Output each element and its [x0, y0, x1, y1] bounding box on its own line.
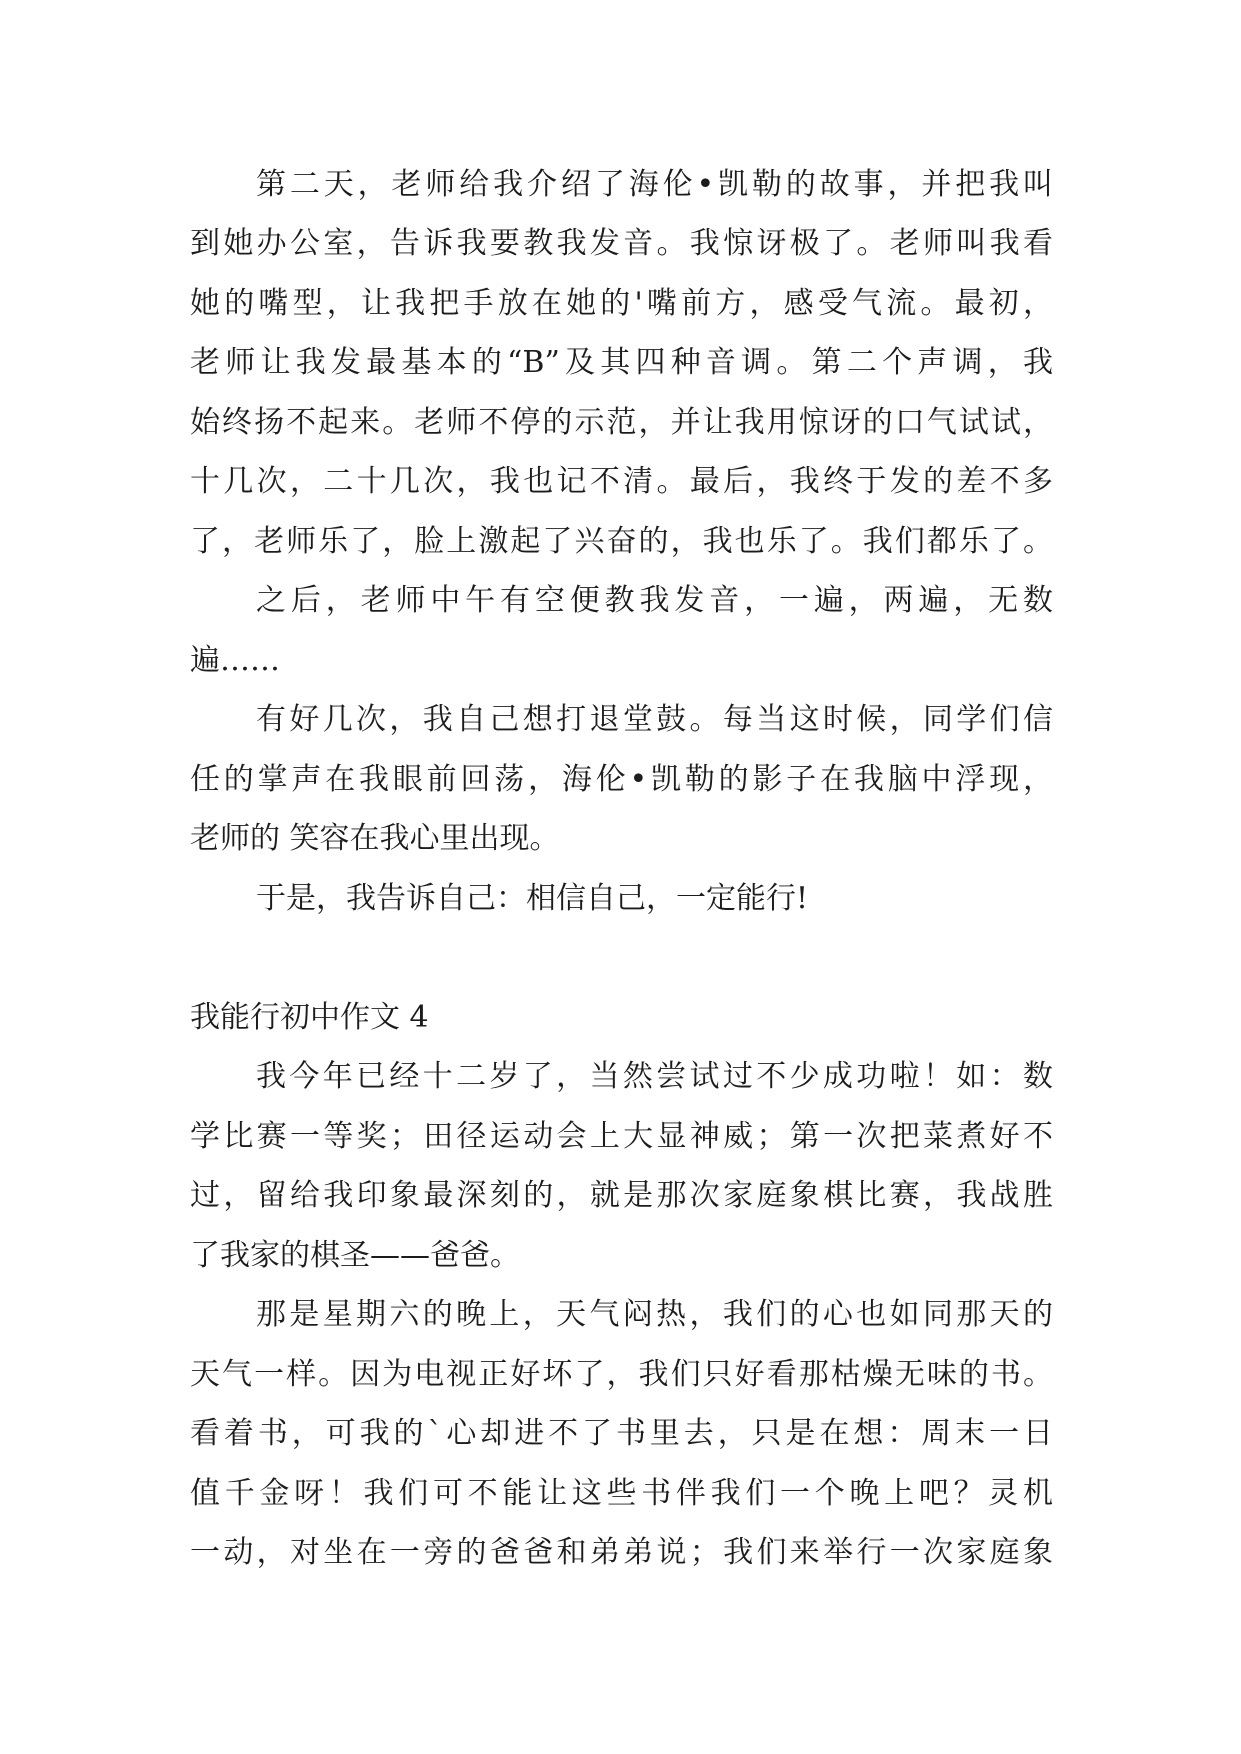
- text-line: 十几次，二十几次，我也记不清。最后，我终于发的差不多: [190, 464, 1053, 499]
- text-line: 了我家的棋圣——爸爸。: [190, 1238, 520, 1273]
- text-line: 到她办公室，告诉我要教我发音。我惊讶极了。老师叫我看: [190, 226, 1053, 261]
- text-line: 任的掌声在我眼前回荡，海伦•凯勒的影子在我脑中浮现，: [190, 762, 1053, 797]
- section-heading: 我能行初中作文 4: [190, 1000, 429, 1035]
- text-line: 学比赛一等奖；田径运动会上大显神威；第一次把菜煮好不: [190, 1119, 1053, 1154]
- text-line: 第二天，老师给我介绍了海伦•凯勒的故事，并把我叫: [256, 167, 1053, 202]
- text-line: 一动，对坐在一旁的爸爸和弟弟说；我们来举行一次家庭象: [190, 1535, 1053, 1570]
- text-line: 于是，我告诉自己：相信自己，一定能行!: [256, 881, 809, 916]
- text-line: 过，留给我印象最深刻的，就是那次家庭象棋比赛，我战胜: [190, 1178, 1053, 1213]
- text-line: 看着书，可我的`心却进不了书里去，只是在想：周末一日: [190, 1416, 1053, 1451]
- text-line: 她的嘴型，让我把手放在她的'嘴前方，感受气流。最初，: [190, 286, 1053, 321]
- text-line: 老师让我发最基本的“B”及其四种音调。第二个声调，我: [190, 345, 1053, 380]
- text-line: 了，老师乐了，脸上激起了兴奋的，我也乐了。我们都乐了。: [190, 524, 1053, 559]
- text-line: 我今年已经十二岁了，当然尝试过不少成功啦！如：数: [256, 1059, 1053, 1094]
- text-line: 遍……: [190, 643, 280, 678]
- text-line: 始终扬不起来。老师不停的示范，并让我用惊讶的口气试试，: [190, 405, 1053, 440]
- text-line: 天气一样。因为电视正好坏了，我们只好看那枯燥无味的书。: [190, 1357, 1053, 1392]
- text-line: 之后，老师中午有空便教我发音，一遍，两遍，无数: [256, 583, 1053, 618]
- text-line: 那是星期六的晚上，天气闷热，我们的心也如同那天的: [256, 1297, 1053, 1332]
- text-line: 值千金呀！我们可不能让这些书伴我们一个晚上吧？灵机: [190, 1476, 1053, 1511]
- text-line: 老师的 笑容在我心里出现。: [190, 821, 560, 856]
- text-line: 有好几次，我自己想打退堂鼓。每当这时候，同学们信: [256, 702, 1053, 737]
